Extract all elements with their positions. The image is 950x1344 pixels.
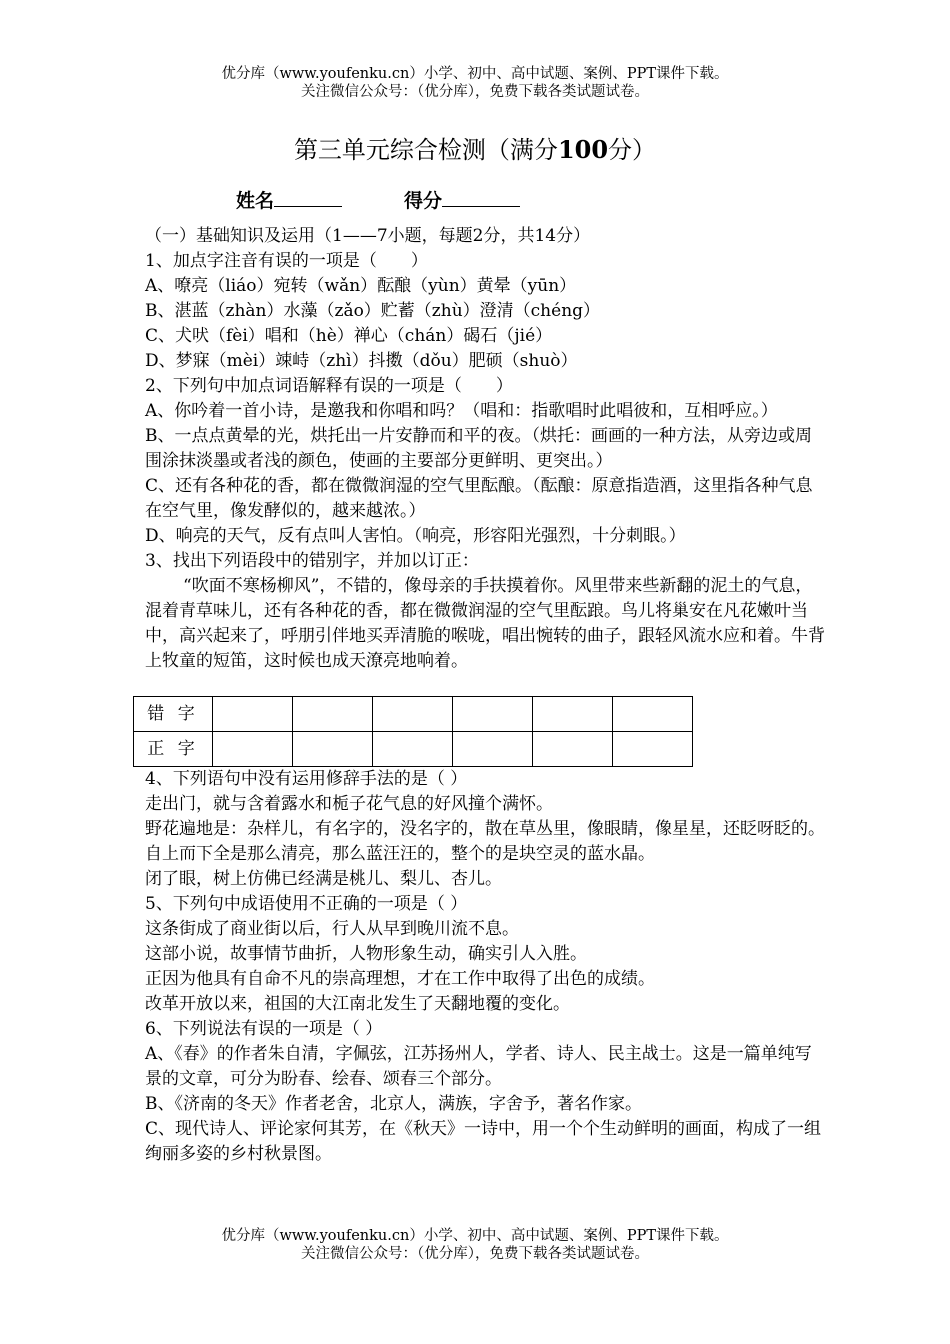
wrong-char-cell[interactable] [213,697,293,732]
title-prefix: 第三单元综合检测（满分 [293,136,558,164]
question-6-option-c: C、现代诗人、评论家何其芳，在《秋天》一诗中，用一个个生动鲜明的画面，构成了一组绚丽多姿的乡村秋景图。 [145,1119,822,1164]
name-blank[interactable] [274,186,342,207]
correct-char-cell[interactable] [453,732,533,767]
question-1-option-a: A、嘹亮（liáo）宛转（wǎn）酝酿（yùn）黄晕（yūn） [145,276,577,296]
wrong-char-cell[interactable] [533,697,613,732]
question-1-option-b: B、湛蓝（zhàn）水藻（zǎo）贮蓄（zhù）澄清（chéng） [145,301,601,321]
question-1-option-c: C、犬吠（fèi）唱和（hè）禅心（chán）碣石（jié） [145,326,553,346]
question-5-option-4: 改革开放以来，祖国的大江南北发生了天翻地覆的变化。 [145,994,570,1014]
question-5-option-1: 这条街成了商业街以后，行人从早到晚川流不息。 [145,919,519,939]
question-2-option-a: A、你吟着一首小诗，是邀我和你唱和吗？（唱和：指歌唱时此唱彼和，互相呼应。） [145,401,778,421]
question-2-stem: 2、下列句中加点词语解释有误的一项是（ ） [145,376,513,396]
question-4-option-4: 闭了眼，树上仿佛已经满是桃儿、梨儿、杏儿。 [145,869,502,889]
question-5-stem: 5、下列句中成语使用不正确的一项是（ ） [145,894,468,914]
question-6-stem: 6、下列说法有误的一项是（ ） [145,1019,383,1039]
question-4-option-1: 走出门，就与含着露水和栀子花气息的好风撞个满怀。 [145,794,553,814]
page-footer [0,1227,950,1263]
question-1-stem: 1、加点字注音有误的一项是（ ） [145,251,428,271]
question-1-option-d: D、梦寐（mèi）竦峙（zhì）抖擞（dǒu）肥硕（shuò） [145,351,578,371]
wrong-char-label: 错 字 [134,697,213,732]
question-5-option-3: 正因为他具有自命不凡的崇高理想，才在工作中取得了出色的成绩。 [145,969,655,989]
correct-char-cell[interactable] [533,732,613,767]
question-4-option-2: 野花遍地是：杂样儿，有名字的，没名字的，散在草丛里，像眼睛，像星星，还眨呀眨的。 [145,819,825,839]
header-line-1: 优分库（www.youfenku.cn）小学、初中、高中试题、案例、PPT课件下载。 [221,66,729,82]
correct-char-cell[interactable] [213,732,293,767]
correct-char-cell[interactable] [373,732,453,767]
question-3-passage: “吹面不寒杨柳风”，不错的，像母亲的手扶摸着你。风里带来些新翻的泥土的气息，混着青草味儿，还有各种花的香，都在微微润湿的空气里酝踉。鸟儿将巢安在凡花嫩叶当中，高兴起来了，呼朋引伴地买弄清脆的喉咙，唱出惋转的曲子，跟轻风流水应和着。牛背上牧童的短笛，这时候也成天潦亮地响着。 [145,576,825,671]
page-title [0,134,950,166]
footer-line-2: 关注微信公众号：（优分库），免费下载各类试题试卷。 [301,1246,649,1262]
question-6-option-b: B、《济南的冬天》作者老舍，北京人，满族，字舍予，著名作家。 [145,1094,642,1114]
score-blank[interactable] [442,186,520,207]
name-label: 姓名 [236,190,275,212]
page-header [0,65,950,101]
title-suffix: 分） [608,136,657,164]
spacer [145,674,825,696]
header-line-2: 关注微信公众号：（优分库），免费下载各类试题试卷。 [301,84,649,100]
wrong-char-cell[interactable] [293,697,373,732]
correct-char-cell[interactable] [293,732,373,767]
correction-table [133,696,693,767]
footer-line-1: 优分库（www.youfenku.cn）小学、初中、高中试题、案例、PPT课件下载。 [221,1228,729,1244]
section-heading: （一）基础知识及运用（1——7小题，每题2分，共14分） [145,226,591,246]
question-5-option-2: 这部小说，故事情节曲折，人物形象生动，确实引人入胜。 [145,944,587,964]
wrong-char-cell[interactable] [373,697,453,732]
table-row-correct [134,732,693,767]
question-2-option-c: C、还有各种花的香，都在微微润湿的空气里酝酿。（酝酿：原意指造酒，这里指各种气息在空气里，像发酵似的，越来越浓。） [145,476,813,521]
correct-char-cell[interactable] [613,732,693,767]
question-4-stem: 4、下列语句中没有运用修辞手法的是（ ） [145,769,468,789]
question-4-option-3: 自上而下全是那么清亮，那么蓝汪汪的，整个的是块空灵的蓝水晶。 [145,844,655,864]
name-score-row [236,186,520,215]
table-row-wrong [134,697,693,732]
wrong-char-cell[interactable] [453,697,533,732]
correct-char-label: 正 字 [134,732,213,767]
question-2-option-d: D、响亮的天气，反有点叫人害怕。（响亮，形容阳光强烈，十分刺眼。） [145,526,686,546]
score-label: 得分 [404,190,443,212]
exam-content [145,224,825,1167]
question-3-stem: 3、找出下列语段中的错别字，并加以订正： [145,551,479,571]
title-score: 100 [557,135,609,164]
wrong-char-cell[interactable] [613,697,693,732]
question-6-option-a: A、《春》的作者朱自清，字佩弦，江苏扬州人，学者、诗人、民主战士。这是一篇单纯写景的文章，可分为盼春、绘春、颂春三个部分。 [145,1044,812,1089]
question-2-option-b: B、一点点黄晕的光，烘托出一片安静而和平的夜。（烘托：画画的一种方法，从旁边或周围涂抹淡墨或者浅的颜色，使画的主要部分更鲜明、更突出。） [145,426,812,471]
